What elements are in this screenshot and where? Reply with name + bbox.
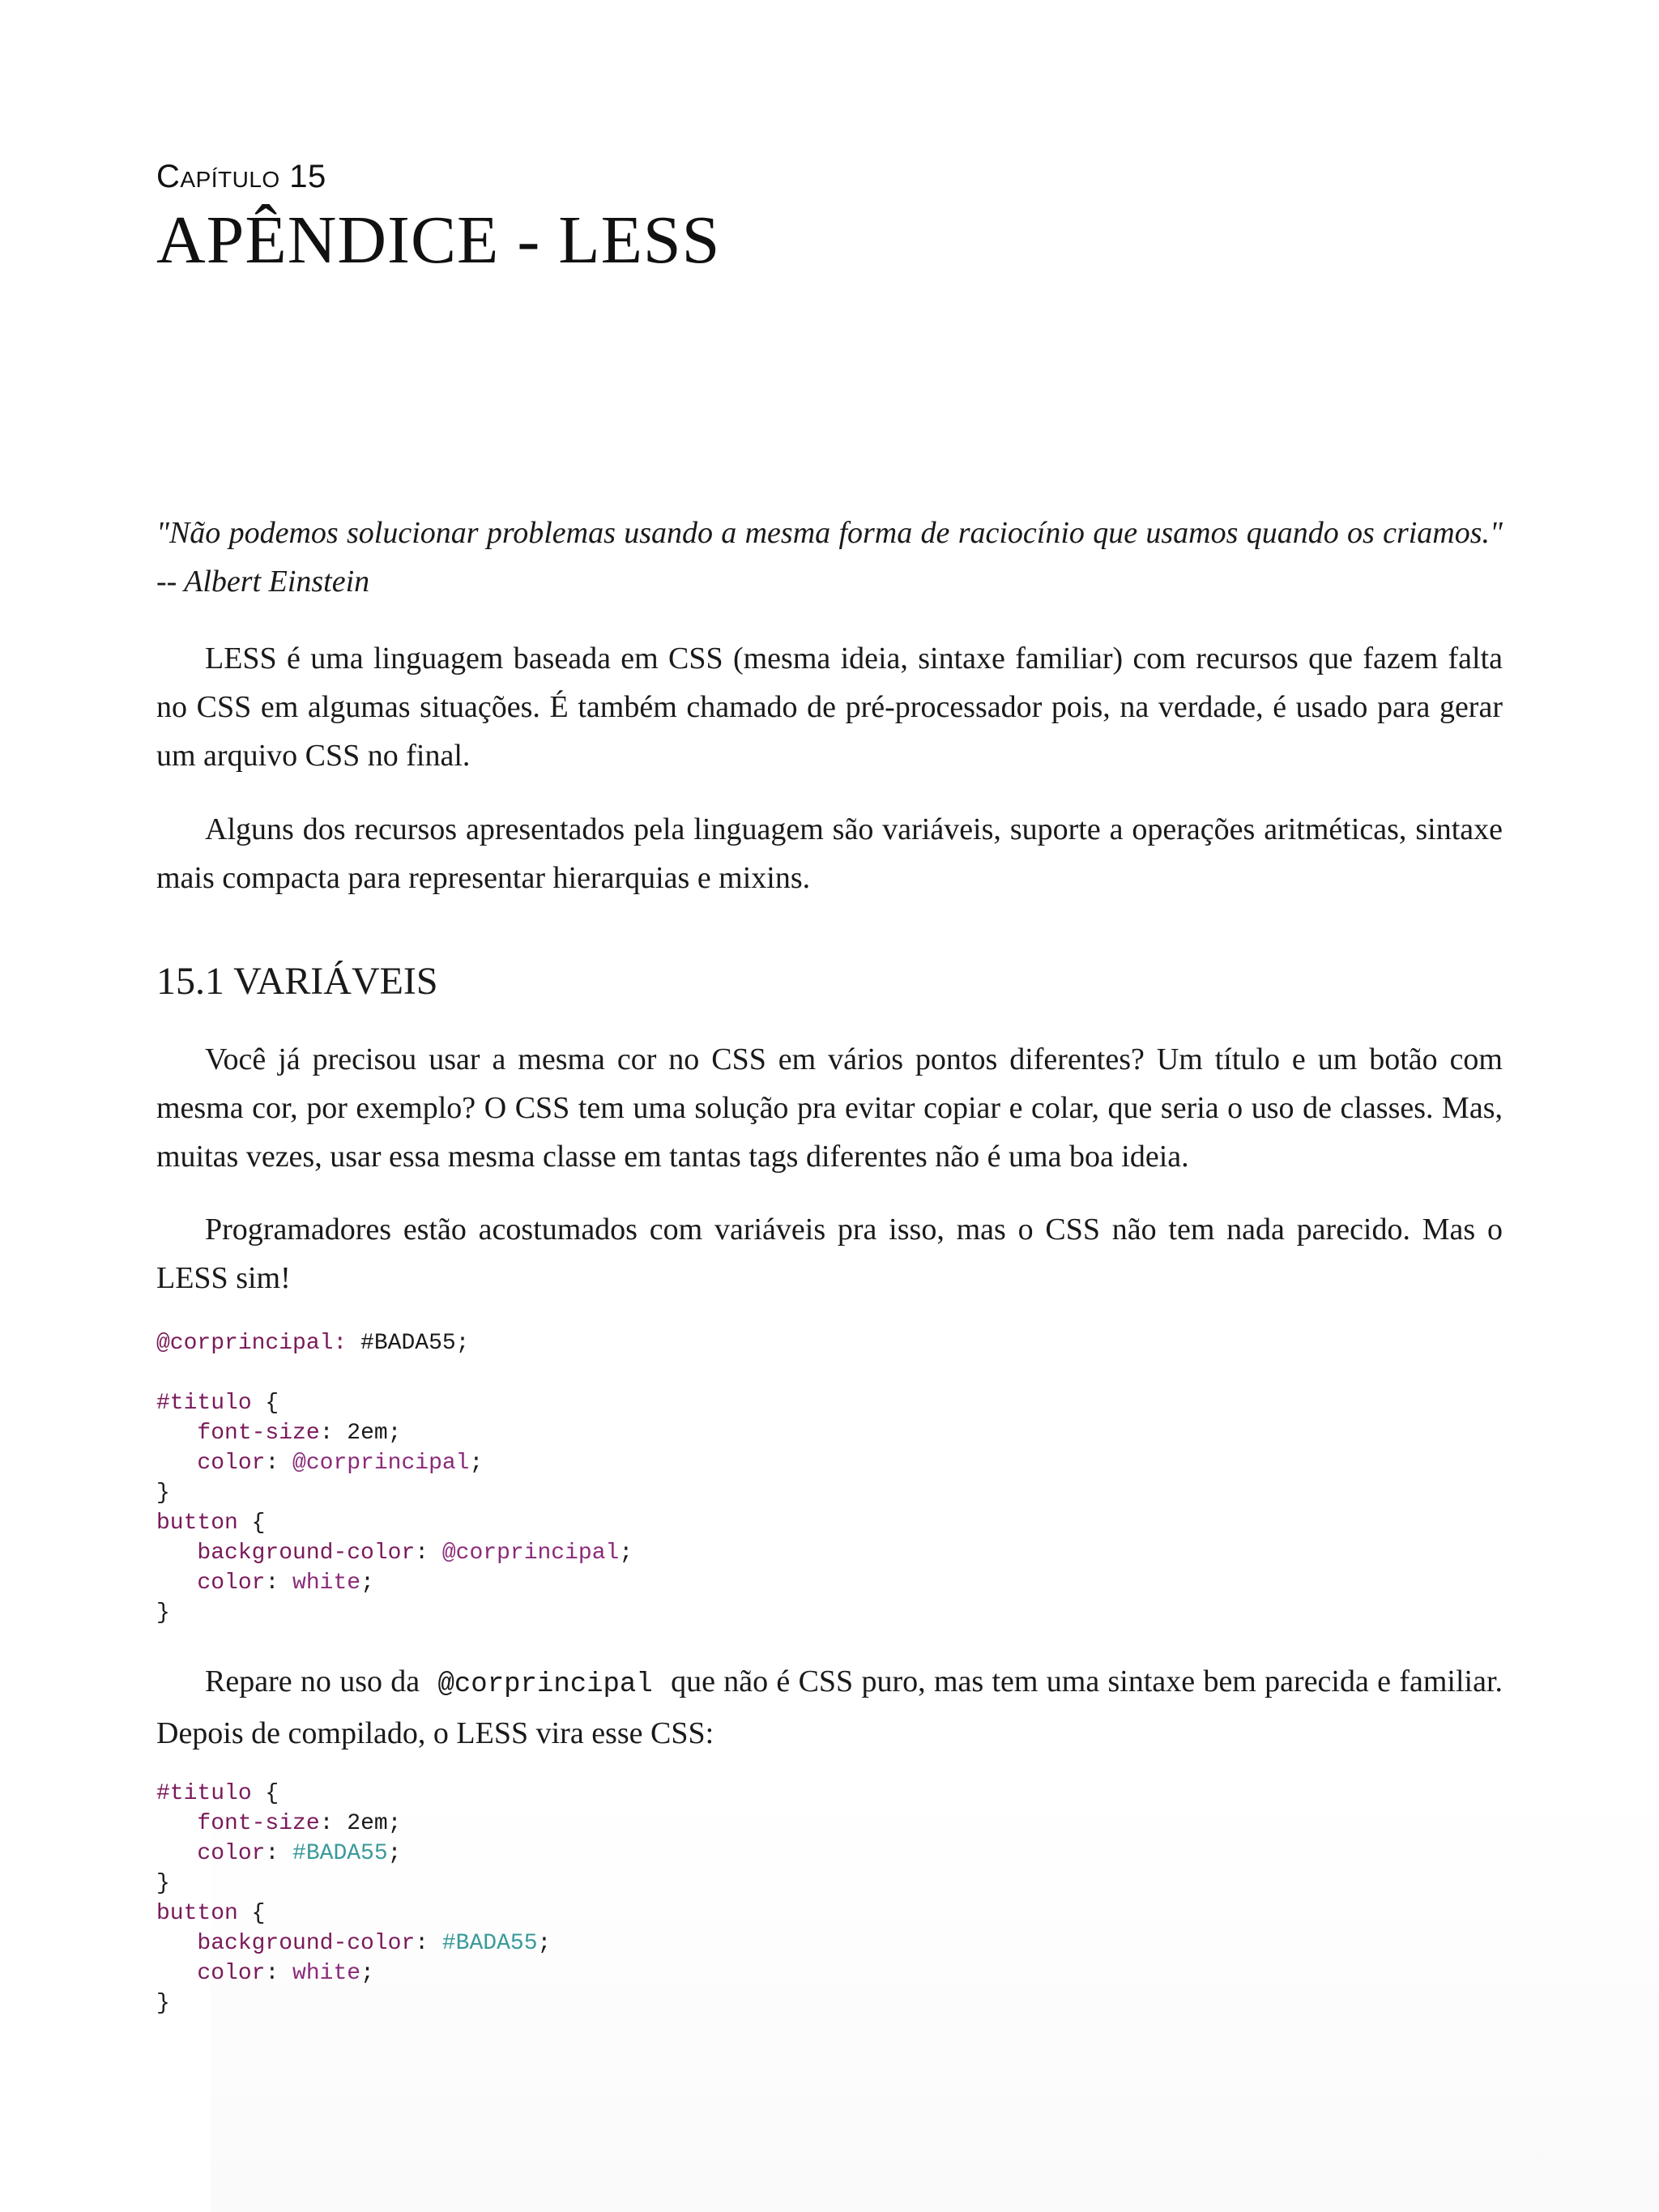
intro-paragraph-2 [156,805,1503,902]
paragraph: LESS é uma linguagem baseada em CSS (mesma ideia, sintaxe familiar) com recursos que fazem falta no CSS em algumas situações. É também chamado de pré-processador pois, na verdade, é usado para gerar um arquivo CSS no final. [156,641,1503,773]
code-token: @corprincipal [441,1541,620,1566]
code-token: background-color [197,1931,416,1956]
code-token: { [251,1781,279,1806]
code-token: ; [387,1841,402,1866]
paragraph: Alguns dos recursos apresentados pela linguagem são variáveis, suporte a operações aritméticas, sintaxe mais compacta para representar hierarquias e mixins. [156,812,1503,895]
code-token: : 2em; [319,1421,402,1446]
chapter-title: APÊNDICE - LESS [156,202,721,278]
code-less [156,1328,1503,1628]
code-token: white [292,1571,361,1596]
epigraph-quote: "Não podemos solucionar problemas usando a mesma forma de raciocínio que usamos quando os criamos." -- Albert Einstein [156,516,1503,599]
code-token: ; [360,1961,374,1986]
paragraph: Você já precisou usar a mesma cor no CSS em vários pontos diferentes? Um título e um botão com mesma cor, por exemplo? O CSS tem uma solução pra evitar copiar e colar, que seria o uso de classes. Mas, muitas vezes, usar essa mesma classe em tantas tags diferentes não é uma boa ideia. [156,1042,1503,1174]
section-heading [156,959,1503,1004]
code-token: : [265,1451,293,1476]
code-token: ; [537,1931,552,1956]
code-token: font-size [197,1421,320,1446]
repare-paragraph [156,1657,1503,1758]
code-token: color [197,1451,266,1476]
code-token: background-color [197,1541,416,1566]
code-token: #BADA55 [292,1841,388,1866]
section-paragraph-2 [156,1205,1503,1302]
code-token: : 2em; [319,1811,402,1836]
repare-text-after: que não é CSS puro, mas tem uma sintaxe bem parecida e familiar. Depois de compilado, o LESS vira esse CSS: [156,1664,1503,1750]
code-token: color [197,1961,266,1986]
code-css [156,1779,1503,2018]
code-token: { [251,1391,279,1416]
code-token: button [156,1511,238,1536]
code-token: #titulo [156,1781,252,1806]
code-token: color [197,1841,266,1866]
code-token: #titulo [156,1391,252,1416]
code-token: { [237,1511,266,1536]
code-token: font-size [197,1811,320,1836]
repare-text-before: Repare no uso da [205,1664,420,1698]
code-token: button [156,1901,238,1926]
code-block-css [156,1779,1503,2018]
code-token: : [265,1571,293,1596]
code-token: ; [469,1451,484,1476]
code-token: white [292,1961,361,1986]
code-token: color [197,1571,266,1596]
paragraph: Programadores estão acostumados com variáveis pra isso, mas o CSS não tem nada parecido. Mas o LESS sim! [156,1213,1503,1295]
code-token: } [156,1600,170,1626]
code-token: } [156,1871,170,1896]
code-token: #BADA55 [441,1931,538,1956]
code-token: ; [360,1571,374,1596]
code-token: : [265,1841,293,1866]
code-token: : [265,1961,293,1986]
code-block-less [156,1328,1503,1628]
code-token: @corprincipal: [156,1331,348,1356]
inline-code: @corprincipal [437,1669,653,1700]
code-token: #BADA55; [347,1331,470,1356]
section-paragraph-1 [156,1035,1503,1181]
code-token: ; [619,1541,633,1566]
chapter-label: Capítulo 15 [156,159,326,194]
code-token: { [237,1901,266,1926]
section-title: 15.1 VARIÁVEIS [156,960,438,1003]
intro-paragraph-1 [156,634,1503,780]
code-token: } [156,1481,170,1506]
paragraph [156,1657,1503,1758]
code-token: } [156,1991,170,2016]
code-token: @corprincipal [292,1451,470,1476]
epigraph [156,509,1503,606]
code-token: : [415,1541,442,1566]
code-token: : [415,1931,442,1956]
